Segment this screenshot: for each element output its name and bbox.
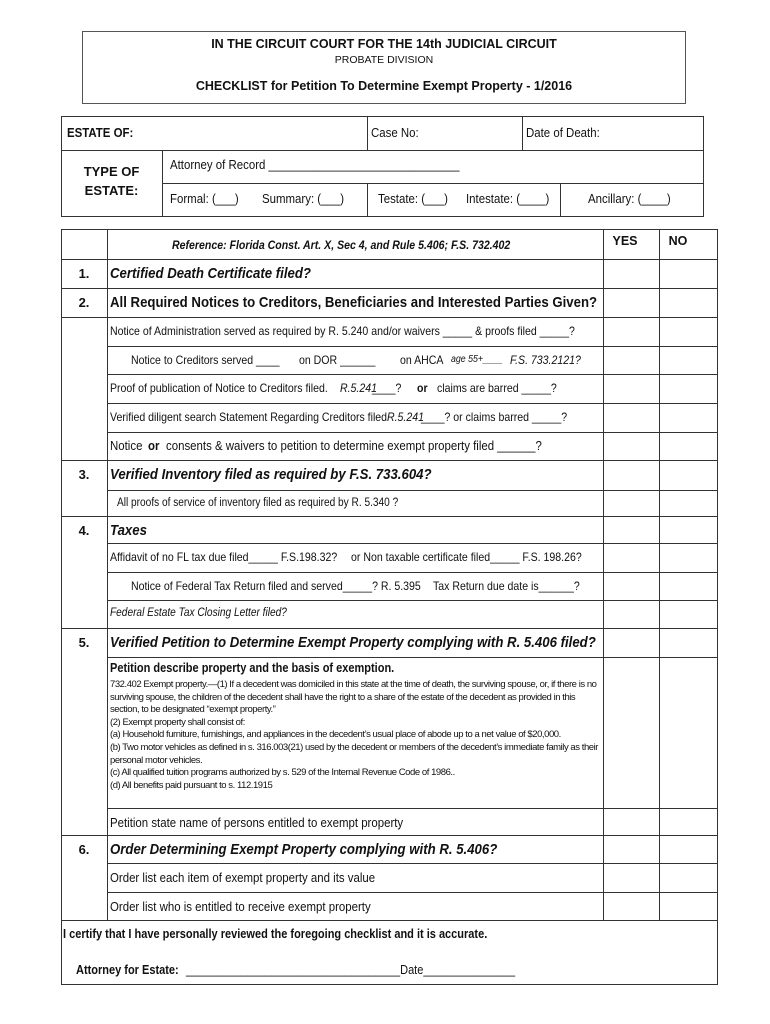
- ancillary-field[interactable]: Ancillary: (____): [588, 191, 671, 206]
- summary-field[interactable]: Summary: (___): [262, 191, 345, 206]
- row-closing-letter: Federal Estate Tax Closing Letter filed?: [110, 607, 287, 619]
- type-of-estate-label: TYPE OF: [83, 164, 140, 179]
- case-no-label: Case No:: [371, 125, 419, 140]
- item-number: 5.: [78, 635, 90, 650]
- item-number: 2.: [78, 295, 90, 310]
- section-death-certificate: Certified Death Certificate filed?: [110, 265, 311, 282]
- row-federal-tax-return: Notice of Federal Tax Return filed and served_____? R. 5.395: [131, 579, 421, 593]
- item-number: 3.: [78, 467, 90, 482]
- row-inventory-proofs: All proofs of service of inventory filed as required by R. 5.340 ?: [117, 497, 399, 509]
- row-notice-consents-rest: consents & waivers to petition to determine exempt property filed ______?: [166, 438, 542, 453]
- attorney-of-record-field[interactable]: Attorney of Record ______________________________: [170, 157, 460, 172]
- row-proof-publication: Proof of publication of Notice to Creditors filed.: [110, 381, 328, 395]
- row-notice-statute: F.S. 733.2121?: [510, 353, 581, 367]
- row-proof-or: or: [417, 381, 428, 395]
- statute-text: 732.402 Exempt property.—(1) If a decedent was domiciled in this state at the time of death, the surviving spouse, or, if there is no surviving spouse, the children of the decedent shall have the right to a share of the estate of the decedent as provided in this section, to be designated “exempt property.” (2) Exempt property shall consist of: (a) Household furniture, furnishings, and appliances in the decedent’s usual place of abode up to a net value of $20,000. (b) Two motor vehicles as defined in s. 316.003(21) used by the decedent or members of the decedent’s immediate family as their personal motor vehicles. (c) All qualified tuition programs authorized by s. 529 of the Internal Revenue Code of 1986.. (d) All benefits paid pursuant to s. 112.1915: [110, 679, 598, 791]
- row-notice-ahca: on AHCA: [400, 353, 444, 367]
- row-petition-describe: Petition describe property and the basis of exemption.: [110, 661, 395, 675]
- row-non-taxable-certificate: or Non taxable certificate filed_____ F.S. 198.26?: [351, 550, 582, 564]
- section-taxes: Taxes: [110, 522, 147, 539]
- item-number: 6.: [78, 842, 90, 857]
- no-column-header: NO: [668, 234, 688, 248]
- row-diligent-barred: ____? or claims barred _____?: [421, 410, 568, 424]
- row-diligent-search: Verified diligent search Statement Regarding Creditors filed: [110, 410, 388, 424]
- estate-of-label: ESTATE OF:: [67, 125, 134, 140]
- row-proof-barred: claims are barred _____?: [437, 381, 557, 395]
- row-proof-rule: R.5.241: [340, 381, 377, 395]
- row-notice-age: age 55+____: [451, 354, 503, 365]
- date-of-death-label: Date of Death:: [526, 125, 600, 140]
- intestate-field[interactable]: Intestate: (____): [466, 191, 550, 206]
- row-order-items: Order list each item of exempt property and its value: [110, 870, 376, 885]
- section-verified-petition: Verified Petition to Determine Exempt Property complying with R. 5.406 filed?: [110, 634, 596, 651]
- row-order-who: Order list who is entitled to receive exempt property: [110, 899, 371, 914]
- row-notice-or: or: [148, 438, 160, 453]
- type-of-estate-label-2: ESTATE:: [84, 183, 139, 198]
- attorney-for-estate-label: Attorney for Estate:: [76, 963, 179, 977]
- division-title: PROBATE DIVISION: [334, 54, 434, 66]
- item-number: 4.: [78, 523, 90, 538]
- certification-statement: I certify that I have personally reviewed the foregoing checklist and it is accurate.: [63, 927, 488, 941]
- section-notices: All Required Notices to Creditors, Beneficiaries and Interested Parties Given?: [110, 294, 598, 311]
- row-tax-due-date: Tax Return due date is______?: [433, 579, 580, 593]
- row-notice-dor: on DOR ______: [299, 353, 376, 367]
- court-title: IN THE CIRCUIT COURT FOR THE 14th JUDICIAL CIRCUIT: [211, 37, 557, 51]
- row-proof-blank: ____?: [372, 381, 402, 395]
- checklist-title: CHECKLIST for Petition To Determine Exempt Property - 1/2016: [195, 79, 573, 93]
- attorney-signature-date-line[interactable]: ___________________________________Date_______________: [186, 963, 516, 977]
- section-order: Order Determining Exempt Property complying with R. 5.406?: [110, 841, 498, 858]
- row-notice-of-administration: Notice of Administration served as required by R. 5.240 and/or waivers _____ & proofs filed _____?: [110, 324, 575, 338]
- item-number: 1.: [78, 266, 90, 281]
- row-diligent-rule: R.5.241: [387, 410, 424, 424]
- testate-field[interactable]: Testate: (___): [378, 191, 448, 206]
- reference-text: Reference: Florida Const. Art. X, Sec 4, and Rule 5.406; F.S. 732.402: [172, 238, 511, 252]
- yes-column-header: YES: [612, 234, 638, 248]
- section-inventory: Verified Inventory filed as required by F.S. 733.604?: [110, 466, 432, 483]
- formal-field[interactable]: Formal: (___): [170, 191, 239, 206]
- row-persons-entitled: Petition state name of persons entitled to exempt property: [110, 815, 404, 830]
- row-affidavit-no-tax: Affidavit of no FL tax due filed_____ F.S.198.32?: [110, 550, 338, 564]
- row-notice-consents: Notice: [110, 438, 143, 453]
- row-notice-to-creditors: Notice to Creditors served ____: [131, 353, 280, 367]
